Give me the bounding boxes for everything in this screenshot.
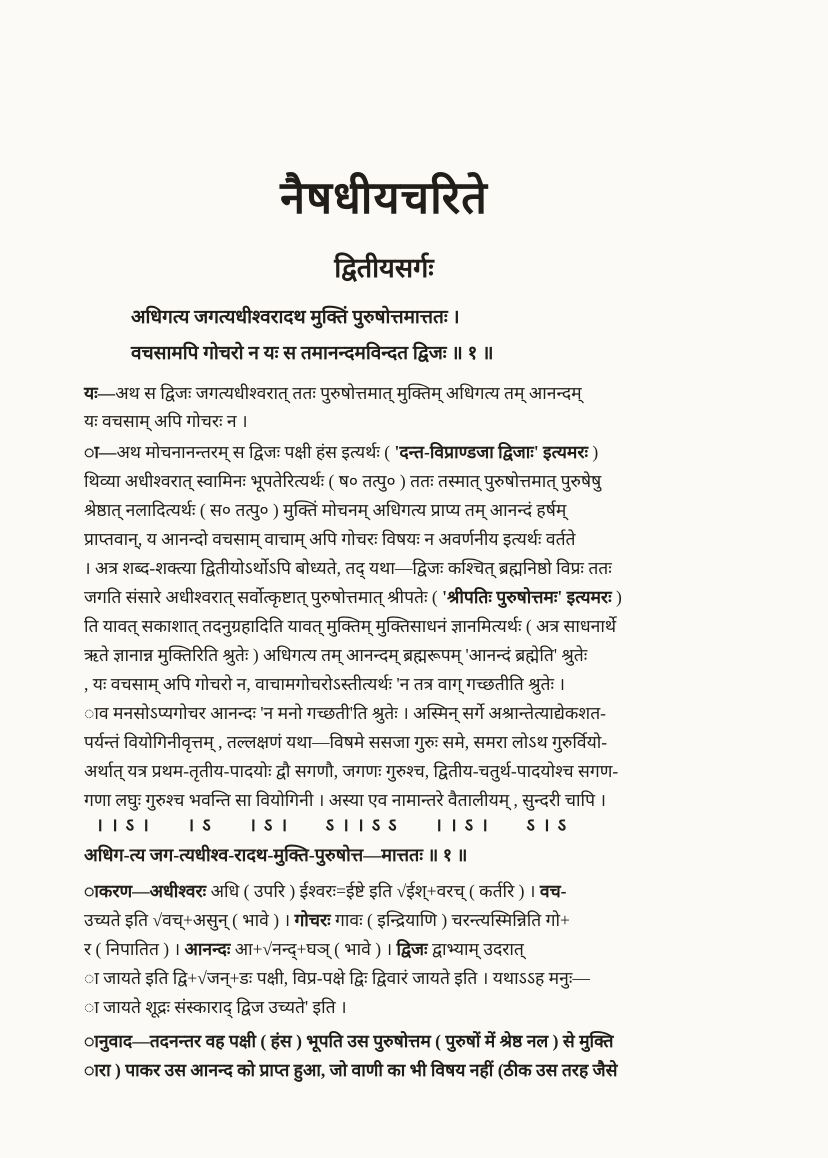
vyakarana-line-3: र ( निपातित ) । आनन्दः आ+√नन्द्+घञ् ( भावे ) । द्विजः द्वाभ्याम् उदरात् [84, 939, 524, 959]
anvaya-line-1: यः—अथ स द्विजः जगत्यधीश्वरात् ततः पुरुषोत्तमात् मुक्तिम् अधिगत्य तम् आनन्दम् [84, 383, 582, 403]
vyakhya-line-10: ाव मनसोऽप्यगोचर आनन्दः 'न मनो गच्छती'ति श्रुतेः । अस्मिन् सर्गे अश्रान्तेत्याद्येकशत- [84, 703, 607, 723]
vyakarana-line-2: उच्यते इति √वच्+असुन् ( भावे ) । गोचरः गावः ( इन्द्रियाणि ) चरन्त्यस्मिन्निति गो+ [84, 910, 570, 930]
canto-heading: द्वितीयसर्गः [334, 253, 434, 283]
vyakhya-line-8: ऋते ज्ञानान्न मुक्तिरिति श्रुतेः ) अधिगत्य तम् आनन्दम् ब्रह्मरूपम् 'आनन्दं ब्रह्मेति' श्रुतेः [84, 645, 588, 665]
vyakarana-section [84, 877, 774, 1022]
anvaya-line-2: यः वचसाम् अपि गोचरः न । [84, 411, 248, 431]
vyakarana-line-4: ा जायते इति द्वि+√जन्+डः पक्षी, विप्र-पक्षे द्विः द्विवारं जायते इति । यथाऽऽह मनुः— [84, 968, 590, 988]
vyakarana-line-1: ाकरण—अधीश्वरः अधि ( उपरि ) ईश्वरः=ईष्टे इति √ईश्+वरच् ( कर्तरि ) । वच- [84, 881, 567, 901]
vyakhya-line-5: । अत्र शब्द-शक्त्या द्वितीयोऽर्थोऽपि बोध्यते, तद् यथा—द्विजः कश्चित् ब्रह्मनिष्ठो विप्रः ततः [84, 558, 612, 578]
vyakhya-line-13: गणा लघुः गुरुश्च भवन्ति सा वियोगिनी । अस्या एव नामान्तरे वैतालीयम् , सुन्दरी चापि । [84, 790, 607, 810]
vyakarana-line-5: ा जायते शूद्रः संस्काराद् द्विज उच्यते' इति । [84, 997, 347, 1017]
anuvad-line-2: ारा ) पाकर उस आनन्द को प्राप्त हुआ, जो वाणी का भी विषय नहीं (ठीक उस तरह जैसे [84, 1060, 618, 1080]
vyakhya-line-4: प्राप्तवान्, य आनन्दो वचसाम् वाचाम् अपि गोचरः विषयः न अवर्णनीय इत्यर्थः वर्तते [84, 529, 576, 549]
shloka-line-1: अधिगत्य जगत्यधीश्वरादथ मुक्तिं पुरुषोत्तमात्ततः । [131, 307, 460, 328]
shloka [131, 300, 494, 372]
vyakhya-line-2: थिव्या अधीश्वरात् स्वामिनः भूपतेरित्यर्थः ( ष० तत्पु० ) ततः तस्मात् पुरुषोत्तमात् पुरुषेषु [84, 471, 602, 491]
meter-laghu-guru-marks: ।।ऽ। ।ऽ ।ऽ। ऽ।।ऽऽ ।।ऽ। ऽ।ऽ [96, 815, 575, 835]
vyakhya-section [84, 438, 774, 815]
book-title: नैषधीयचरिते [280, 173, 488, 223]
vyakhya-line-1: ा—अथ मोचनानन्तरम् स द्विजः पक्षी हंस इत्यर्थः ( 'दन्त-विप्राण्डजा द्विजाः' इत्यमरः ) [84, 442, 599, 462]
anuvad-line-1: ानुवाद—तदनन्तर वह पक्षी ( हंस ) भूपति उस पुरुषोत्तम ( पुरुषों में श्रेष्ठ नल ) से मुक्ति [84, 1031, 614, 1051]
vyakhya-line-7: ति यावत् सकाशात् तदनुग्रहादिति यावत् मुक्तिम् मुक्तिसाधनं ज्ञानमित्यर्थः ( अत्र साधनार्थे [84, 616, 617, 636]
vyakhya-line-12: अर्थात् यत्र प्रथम-तृतीय-पादयोः द्वौ सगणौ, जगणः गुरुश्च, द्वितीय-चतुर्थ-पादयोश्च सगण- [84, 761, 619, 781]
vyakhya-line-3: श्रेष्ठात् नलादित्यर्थः ( स० तत्पु० ) मुक्तिं मोचनम् अधिगत्य प्राप्य तम् आनन्दं हर्षम् [84, 500, 567, 520]
anvaya-section [84, 379, 774, 435]
shloka-line-2: वचसामपि गोचरो न यः स तमानन्दमविन्दत द्विजः ॥ १ ॥ [131, 343, 494, 364]
vyakhya-line-11: पर्यन्तं वियोगिनीवृत्तम् , तल्लक्षणं यथा—विषमे ससजा गुरुः समे, समरा लोऽथ गुरुर्वियो- [84, 732, 608, 752]
vyakhya-line-6: जगति संसारे अधीश्वरात् सर्वोत्कृष्टात् पुरुषोत्तमात् श्रीपतेः ( 'श्रीपतिः पुरुषोत्तमः' इत्यमरः ) [84, 587, 622, 607]
anuvad-section [84, 1027, 774, 1085]
vyakhya-line-9: , यः वचसाम् अपि गोचरो न, वाचामगोचरोऽस्तीत्यर्थः 'न तत्र वाग् गच्छतीति श्रुतेः । [84, 674, 566, 694]
meter-scansion-line: अधिग-त्य जग-त्यधीश्व-रादथ-मुक्ति-पुरुषोत्त—मात्ततः ॥ १ ॥ [84, 845, 468, 865]
